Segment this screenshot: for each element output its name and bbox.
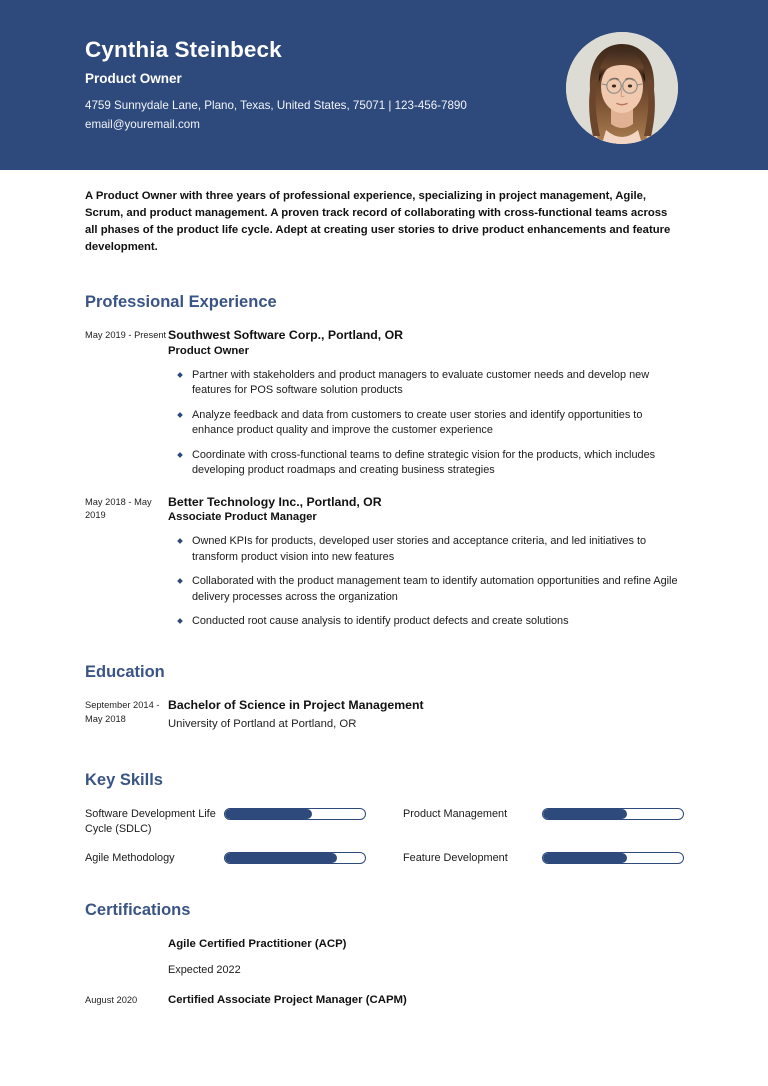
experience-details — [168, 495, 683, 630]
list-item — [168, 614, 683, 629]
bullet-icon — [177, 578, 183, 584]
contact-address-phone: 4759 Sunnydale Lane, Plano, Texas, United States, 75071 | 123-456-7890 — [85, 98, 467, 112]
experience-role: Associate Product Manager — [168, 511, 317, 524]
education-dates: September 2014 - May 2018 — [85, 700, 160, 724]
experience-organization: Southwest Software Corp., Portland, OR — [168, 328, 404, 343]
resume-header — [0, 0, 768, 170]
bullet-icon — [177, 412, 183, 418]
skill-item — [85, 807, 403, 836]
section-title-certifications: Certifications — [85, 901, 191, 920]
list-item — [168, 448, 683, 479]
bullet-text: Coordinate with cross-functional teams to define strategic vision for the products, which includes developing product roadmaps and creating business strategies — [192, 448, 656, 477]
experience-dates: May 2019 - Present — [85, 330, 167, 341]
skill-level-fill — [225, 809, 312, 819]
skill-item — [85, 851, 403, 866]
bullet-text: Conducted root cause analysis to identify product defects and create solutions — [192, 615, 569, 628]
experience-bullet-list — [168, 534, 683, 629]
education-school: University of Portland at Portland, OR — [168, 718, 357, 731]
section-professional-experience — [0, 293, 768, 630]
section-certifications — [0, 901, 768, 1008]
skill-item — [403, 807, 684, 836]
certification-dates: August 2020 — [85, 995, 138, 1006]
bullet-icon — [177, 452, 183, 458]
avatar — [566, 32, 678, 144]
candidate-name: Cynthia Steinbeck — [85, 37, 282, 62]
certification-entry — [85, 937, 683, 977]
list-item — [168, 368, 683, 399]
skill-label: Feature Development — [403, 851, 508, 864]
resume-body — [0, 170, 768, 1008]
certification-details — [168, 993, 683, 1008]
bullet-text: Collaborated with the product management team to identify automation opportunities and refine Agile delivery processes across the organization — [192, 575, 678, 603]
certification-name: Agile Certified Practitioner (ACP) — [168, 938, 347, 951]
skill-level-bar — [542, 808, 684, 820]
certification-entry — [85, 993, 683, 1008]
bullet-icon — [177, 372, 183, 378]
bullet-text: Partner with stakeholders and product managers to evaluate customer needs and develop new features for POS software solution products — [192, 368, 650, 397]
experience-dates: May 2018 - May 2019 — [85, 496, 152, 521]
certification-note: Expected 2022 — [168, 963, 241, 976]
skill-level-fill — [225, 853, 337, 863]
section-title-skills: Key Skills — [85, 770, 163, 789]
section-key-skills — [0, 771, 768, 866]
experience-entry — [85, 328, 683, 478]
skill-level-bar — [224, 808, 366, 820]
experience-details — [168, 328, 683, 478]
bullet-icon — [177, 538, 183, 544]
education-degree: Bachelor of Science in Project Management — [168, 698, 424, 713]
certification-details — [168, 937, 683, 977]
contact-email: email@youremail.com — [85, 117, 200, 131]
skill-label: Software Development Life Cycle (SDLC) — [85, 808, 216, 836]
section-title-education: Education — [85, 662, 165, 681]
experience-bullet-list — [168, 368, 683, 479]
section-education — [0, 663, 768, 733]
skills-grid — [85, 807, 683, 865]
list-item — [168, 534, 683, 565]
list-item — [168, 408, 683, 439]
candidate-job-title: Product Owner — [85, 70, 182, 86]
certification-name: Certified Associate Project Manager (CAPM) — [168, 994, 407, 1007]
skill-level-fill — [543, 853, 627, 863]
bullet-text: Analyze feedback and data from customers to create user stories and identify opportunities to enhance product quality and improve the customer experience — [192, 408, 643, 437]
list-item — [168, 574, 683, 605]
skill-level-bar — [224, 852, 366, 864]
experience-organization: Better Technology Inc., Portland, OR — [168, 494, 382, 509]
certification-dates — [85, 937, 168, 938]
skill-level-bar — [542, 852, 684, 864]
skill-label: Agile Methodology — [85, 851, 175, 864]
education-details — [168, 698, 683, 732]
experience-entry — [85, 495, 683, 630]
header-text-block — [85, 38, 467, 134]
education-entry — [85, 698, 683, 732]
section-title-experience: Professional Experience — [85, 292, 277, 311]
skill-level-fill — [543, 809, 627, 819]
profile-photo-illustration — [566, 32, 678, 144]
bullet-icon — [177, 618, 183, 624]
skill-item — [403, 851, 684, 866]
skill-label: Product Management — [403, 808, 508, 821]
bullet-text: Owned KPIs for products, developed user stories and acceptance criteria, and led initiatives to transform product vision into new features — [192, 535, 647, 563]
professional-summary: A Product Owner with three years of professional experience, specializing in project management, Agile, Scrum, and product management. A proven track record of collaborating with cross-functional teams across all phases of the product life cycle. Adept at creating user stories to drive product enhancements and feature development. — [85, 190, 671, 254]
experience-role: Product Owner — [168, 345, 249, 358]
